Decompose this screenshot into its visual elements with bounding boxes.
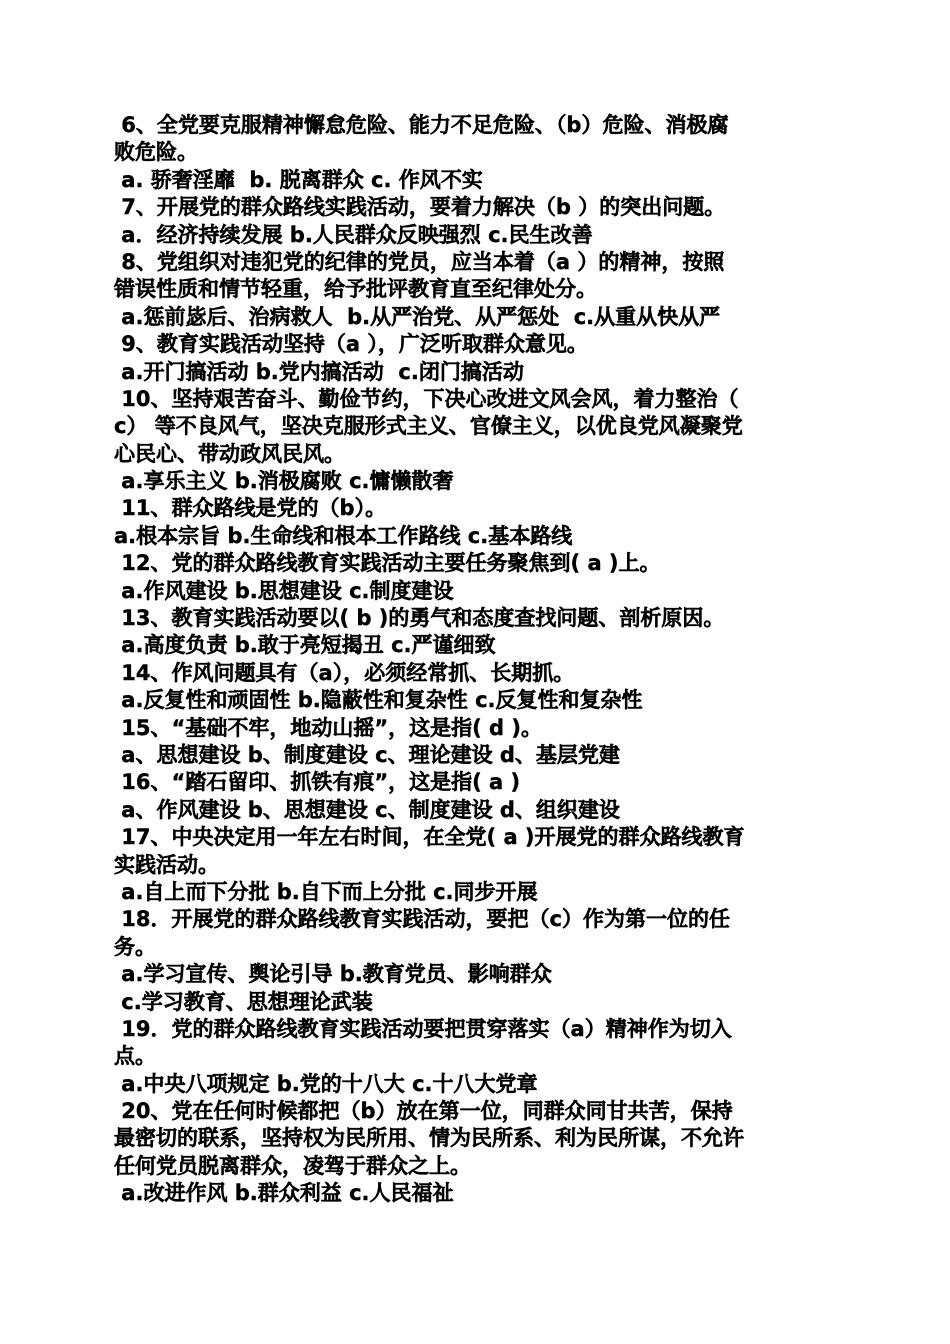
question-10-stem: 10、坚持艰苦奋斗、勤俭节约，下决心改进文风会风，着力整治（ <box>114 386 739 411</box>
question-18-options-cont: c.学习教育、思想理论武装 <box>114 989 373 1014</box>
question-17-options: a.自上而下分批 b.自下而上分批 c.同步开展 <box>114 879 538 904</box>
question-13-options: a.高度负责 b.敢于亮短揭丑 c.严谨细致 <box>114 633 496 658</box>
question-9-stem: 9、教育实践活动坚持（a ），广泛听取群众意见。 <box>114 332 588 357</box>
question-14-stem: 14、作风问题具有（a），必须经常抓、长期抓。 <box>114 660 575 685</box>
question-19-stem: 19．党的群众路线教育实践活动要把贯穿落实（a）精神作为切入 <box>114 1016 732 1041</box>
question-20-stem-cont: 任何党员脱离群众，凌驾于群众之上。 <box>114 1153 471 1178</box>
question-20-options: a.改进作风 b.群众利益 c.人民福祉 <box>114 1181 454 1206</box>
question-10-options: a.享乐主义 b.消极腐败 c.慵懒散奢 <box>114 469 454 494</box>
question-15-stem: 15、“基础不牢，地动山摇”，这是指( d )。 <box>114 715 542 740</box>
question-16-options: a、作风建设 b、思想建设 c、制度建设 d、组织建设 <box>114 797 620 822</box>
question-20-stem: 20、党在任何时候都把（b）放在第一位，同群众同甘共苦，保持 <box>114 1099 733 1124</box>
question-8-stem-cont: 错误性质和情节轻重，给予批评教育直至纪律处分。 <box>114 277 597 302</box>
question-20-stem-cont: 最密切的联系，坚持权为民所用、情为民所系、利为民所谋，不允许 <box>114 1126 744 1151</box>
question-8-stem: 8、党组织对违犯党的纪律的党员，应当本着（a ）的精神，按照 <box>114 249 725 274</box>
question-18-stem-cont: 务。 <box>114 934 156 959</box>
question-6-stem: 6、全党要克服精神懈怠危险、能力不足危险、（b）危险、消极腐 <box>114 113 729 137</box>
question-12-options: a.作风建设 b.思想建设 c.制度建设 <box>114 578 454 603</box>
question-11-options: a.根本宗旨 b.生命线和根本工作路线 c.基本路线 <box>114 523 573 548</box>
question-15-options: a、思想建设 b、制度建设 c、理论建设 d、基层党建 <box>114 742 620 767</box>
question-19-options: a.中央八项规定 b.党的十八大 c.十八大党章 <box>114 1071 538 1096</box>
question-16-stem: 16、“踏石留印、抓铁有痕”，这是指( a ) <box>114 770 521 795</box>
question-19-stem-cont: 点。 <box>114 1044 156 1069</box>
question-10-stem-cont: c） 等不良风气，坚决克服形式主义、官僚主义，以优良党风凝聚党 <box>114 414 743 439</box>
question-9-options: a.开门搞活动 b.党内搞活动 c.闭门搞活动 <box>114 359 524 384</box>
question-17-stem-cont: 实践活动。 <box>114 852 219 877</box>
question-7-stem: 7、开展党的群众路线实践活动，要着力解决（b ）的突出问题。 <box>114 195 726 220</box>
question-6-options: a. 骄奢淫靡 b. 脱离群众 c. 作风不实 <box>114 167 483 192</box>
question-6-stem-cont: 败危险。 <box>114 140 198 165</box>
question-17-stem: 17、中央决定用一年左右时间，在全党( a )开展党的群众路线教育 <box>114 825 745 850</box>
question-10-stem-cont: 心民心、带动政风民风。 <box>114 441 345 466</box>
question-18-stem: 18．开展党的群众路线教育实践活动，要把（c）作为第一位的任 <box>114 907 730 932</box>
question-13-stem: 13、教育实践活动要以( b )的勇气和态度查找问题、剖析原因。 <box>114 606 725 631</box>
question-11-stem: 11、群众路线是党的（b）。 <box>114 496 387 521</box>
question-7-options: a．经济持续发展 b.人民群众反映强烈 c.民生改善 <box>114 222 593 247</box>
question-18-options: a.学习宣传、舆论引导 b.教育党员、影响群众 <box>114 962 552 987</box>
question-8-options: a.惩前毖后、治病救人 b.从严治党、从严惩处 c.从重从快从严 <box>114 304 721 329</box>
question-12-stem: 12、党的群众路线教育实践活动主要任务聚焦到( a )上。 <box>114 551 661 576</box>
document-body <box>114 112 836 1208</box>
question-14-options: a.反复性和顽固性 b.隐蔽性和复杂性 c.反复性和复杂性 <box>114 688 643 713</box>
